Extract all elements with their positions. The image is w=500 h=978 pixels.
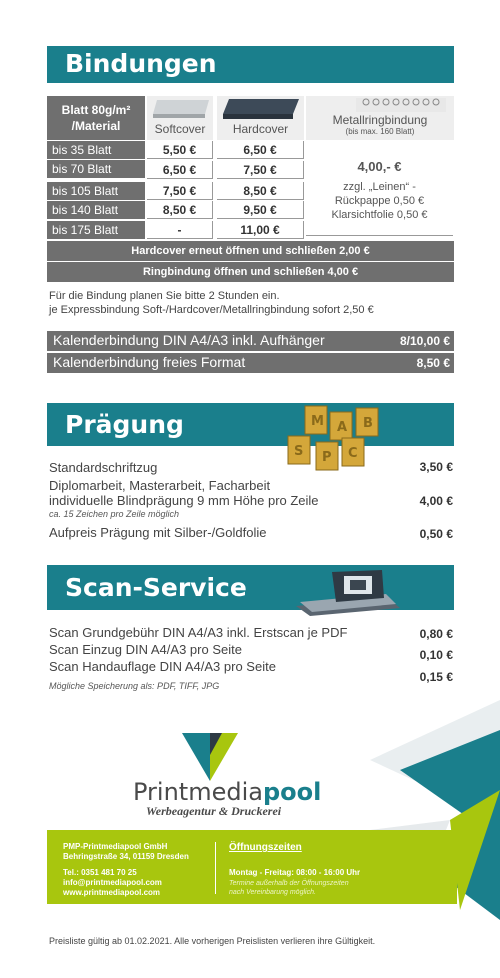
hardcover-label: Hardcover (232, 122, 289, 136)
calendar-free-label: Kalenderbindung freies Format (53, 354, 246, 370)
metall-note: Klarsichtfolie 0,50 € (331, 209, 428, 221)
brand-name (133, 778, 321, 806)
hours-note: Termine außerhalb der Öffnungszeiten (229, 880, 349, 887)
row-label: bis 35 Blatt (47, 141, 145, 159)
metall-header (306, 96, 454, 140)
svg-text:B: B (363, 416, 373, 431)
company-tel[interactable]: Tel.: 0351 481 70 25 (63, 868, 137, 877)
row-label: bis 140 Blatt (47, 201, 145, 219)
validity-note: Preisliste gültig ab 01.02.2021. Alle vorherigen Preislisten verlieren ihre Gültigkeit. (49, 936, 376, 946)
calendar-free-row (47, 353, 454, 373)
embossing-letters-icon (280, 398, 390, 478)
scan-item: Scan Einzug DIN A4/A3 pro Seite (49, 642, 242, 657)
softcover-price: 5,50 € (147, 141, 213, 159)
bindungen-title: Bindungen (65, 49, 217, 78)
softcover-header (147, 96, 213, 140)
scan-item: Scan Grundgebühr DIN A4/A3 inkl. Erstscan je PDF (49, 625, 348, 640)
hours-title: Öffnungszeiten (229, 842, 302, 853)
metall-price-box (306, 141, 453, 236)
hardcover-price: 11,00 € (217, 221, 304, 239)
row-label: bis 70 Blatt (47, 160, 145, 178)
footer-divider (215, 842, 216, 894)
hardcover-price: 6,50 € (217, 141, 304, 159)
scan-price: 0,10 € (419, 648, 453, 662)
praegung-price: 0,50 € (419, 527, 453, 541)
scan-price: 0,80 € (419, 627, 453, 641)
row-label: bis 175 Blatt (47, 221, 145, 239)
express-note: je Expressbindung Soft-/Hardcover/Metallringbindung sofort 2,50 € (49, 304, 374, 316)
softcover-book-icon (147, 96, 213, 122)
hardcover-price: 7,50 € (217, 161, 304, 179)
calendar-binding-label: Kalenderbindung DIN A4/A3 inkl. Aufhänger (53, 332, 325, 348)
company-name: PMP-Printmediapool GmbH (63, 842, 168, 851)
hardcover-price: 8,50 € (217, 182, 304, 200)
softcover-price: 6,50 € (147, 161, 213, 179)
material-header: Blatt 80g/m² /Material (47, 96, 145, 140)
praegung-note: ca. 15 Zeichen pro Zeile möglich (49, 509, 180, 519)
scan-price: 0,15 € (419, 670, 453, 684)
company-web[interactable]: www.printmediapool.com (63, 888, 161, 897)
contact-footer (47, 830, 457, 904)
praegung-item-line2: individuelle Blindprägung 9 mm Höhe pro Zeile (49, 493, 319, 508)
company-street: Behringstraße 34, 01159 Dresden (63, 852, 189, 861)
bindungen-header (47, 46, 454, 83)
company-email[interactable]: info@printmediapool.com (63, 878, 162, 887)
softcover-price: 8,50 € (147, 201, 213, 219)
hours-text: Montag - Freitag: 08:00 - 16:00 Uhr (229, 868, 361, 877)
svg-text:C: C (348, 446, 358, 461)
softcover-label: Softcover (154, 122, 206, 136)
metall-price: 4,00,- € (357, 159, 402, 174)
metall-note: Rückpappe 0,50 € (334, 195, 425, 207)
praegung-header (47, 403, 454, 446)
praegung-price: 4,00 € (419, 494, 453, 508)
calendar-binding-row (47, 331, 454, 351)
praegung-price: 3,50 € (419, 460, 453, 474)
praegung-item: Diplomarbeit, Masterarbeit, Facharbeit (49, 478, 271, 493)
hardcover-book-icon (217, 96, 304, 122)
softcover-price: - (147, 221, 213, 239)
ring-reopen-bar: Ringbindung öffnen und schließen 4,00 € (47, 262, 454, 282)
svg-text:P: P (322, 450, 332, 465)
scan-note: Mögliche Speicherung als: PDF, TIFF, JPG (49, 681, 220, 691)
metall-sublabel: (bis max. 160 Blatt) (345, 127, 415, 136)
praegung-item: Standardschriftzug (49, 460, 158, 475)
svg-text:S: S (294, 444, 304, 459)
svg-text:M: M (311, 414, 324, 429)
hardcover-header (217, 96, 304, 140)
scanner-icon (292, 568, 402, 616)
row-label: bis 105 Blatt (47, 182, 145, 200)
calendar-free-price: 8,50 € (416, 356, 450, 370)
praegung-title: Prägung (65, 410, 184, 439)
hardcover-reopen-bar: Hardcover erneut öffnen und schließen 2,00 € (47, 241, 454, 261)
binding-time-note: Für die Bindung planen Sie bitte 2 Stunden ein. (49, 290, 280, 302)
metall-label: Metallringbindung (332, 113, 428, 127)
hours-note: nach Vereinbarung möglich. (229, 889, 316, 896)
praegung-item: Aufpreis Prägung mit Silber-/Goldfolie (49, 525, 267, 540)
softcover-price: 7,50 € (147, 182, 213, 200)
metall-note: zzgl. „Leinen“ - (343, 181, 416, 193)
printmediapool-logo-icon (182, 733, 238, 783)
brand-name-b: pool (262, 778, 322, 806)
svg-text:A: A (337, 420, 348, 435)
scan-item: Scan Handauflage DIN A4/A3 pro Seite (49, 659, 276, 674)
brand-tagline: Werbeagentur & Druckerei (146, 804, 282, 818)
hardcover-price: 9,50 € (217, 201, 304, 219)
ring-binder-icon (306, 96, 454, 114)
calendar-binding-price: 8/10,00 € (399, 334, 450, 348)
brand-name-a: Printmedia (133, 778, 263, 806)
scan-title: Scan-Service (65, 573, 247, 602)
